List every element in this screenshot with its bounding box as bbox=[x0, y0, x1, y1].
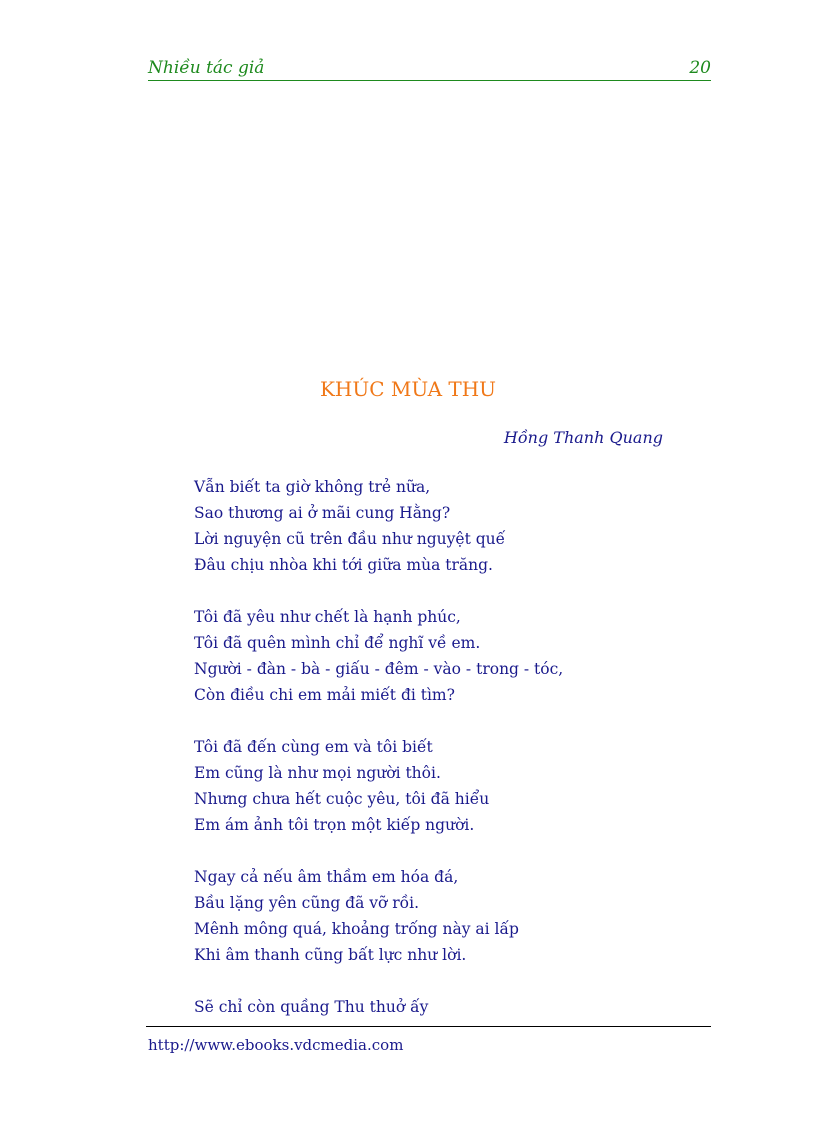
poem-line: Sẽ chỉ còn quầng Thu thuở ấy bbox=[194, 998, 429, 1016]
poem-line: Tôi đã đến cùng em và tôi biết bbox=[194, 738, 433, 756]
poem-line: Mênh mông quá, khoảng trống này ai lấp bbox=[194, 920, 519, 938]
poem-author: Hồng Thanh Quang bbox=[503, 428, 663, 447]
header-book-title: Nhiều tác giả bbox=[148, 58, 265, 78]
footer-url-link[interactable]: http://www.ebooks.vdcmedia.com bbox=[148, 1036, 404, 1054]
stanza bbox=[194, 734, 563, 838]
poem-line: Lời nguyện cũ trên đầu như nguyệt quế bbox=[194, 530, 506, 548]
poem-line: Còn điều chi em mải miết đi tìm? bbox=[194, 686, 455, 704]
footer-divider bbox=[146, 1026, 711, 1027]
poem-line: Tôi đã quên mình chỉ để nghĩ về em. bbox=[194, 634, 481, 652]
stanza bbox=[194, 994, 563, 1020]
header-page-number: 20 bbox=[689, 58, 711, 78]
poem-line: Sao thương ai ở mãi cung Hằng? bbox=[194, 504, 451, 522]
poem-line: Người - đàn - bà - giấu - đêm - vào - trong - tóc, bbox=[194, 660, 564, 678]
poem-line: Tôi đã yêu như chết là hạnh phúc, bbox=[194, 608, 461, 626]
poem-line: Ngay cả nếu âm thầm em hóa đá, bbox=[194, 868, 459, 886]
poem-line: Khi âm thanh cũng bất lực như lời. bbox=[194, 946, 467, 964]
stanza bbox=[194, 474, 563, 578]
page-header bbox=[148, 58, 711, 81]
poem-line: Bầu lặng yên cũng đã vỡ rồi. bbox=[194, 894, 420, 912]
poem-title: KHÚC MÙA THU bbox=[319, 377, 497, 401]
poem-line: Nhưng chưa hết cuộc yêu, tôi đã hiểu bbox=[194, 790, 490, 808]
poem-line: Em cũng là như mọi người thôi. bbox=[194, 764, 441, 782]
stanza bbox=[194, 864, 563, 968]
stanza bbox=[194, 604, 563, 708]
poem-body bbox=[194, 474, 563, 1046]
poem-line: Em ám ảnh tôi trọn một kiếp người. bbox=[194, 816, 475, 834]
poem-line: Vẫn biết ta giờ không trẻ nữa, bbox=[194, 478, 431, 496]
poem-line: Đâu chịu nhòa khi tới giữa mùa trăng. bbox=[194, 556, 493, 574]
